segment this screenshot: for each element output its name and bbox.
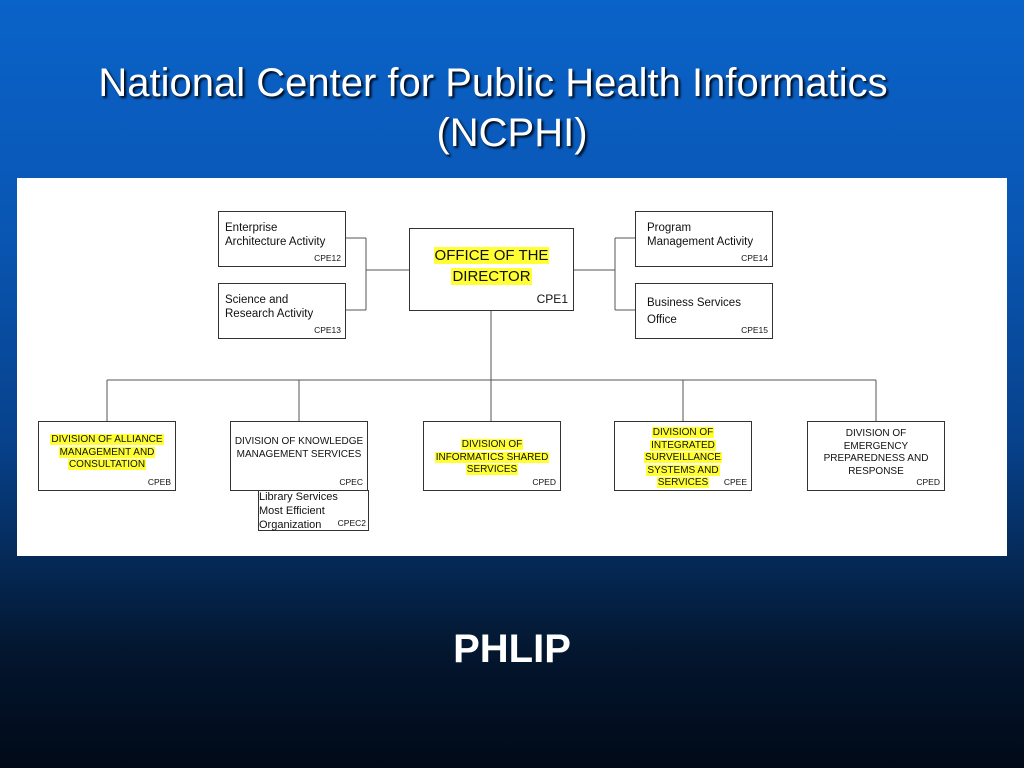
phlip-label: PHLIP [453,627,571,671]
org-code: CPE12 [314,253,341,263]
division-label: DIVISION OF INFORMATICS SHARED SERVICES [435,439,549,475]
box-label: Office [647,314,677,326]
program-management-box [635,211,773,267]
business-services-box [635,283,773,339]
slide-title [0,58,1024,158]
box-label: Science and [225,294,289,306]
division-label: DIVISION OF KNOWLEDGE MANAGEMENT SERVICES [234,436,364,460]
box-label: Most Efficient [259,505,325,517]
slide-title-line-2: (NCPHI) [436,111,588,155]
division-integrated-surveillance-box [614,421,752,491]
division-label: DIVISION OF EMERGENCY PREPAREDNESS AND RESPONSE [823,428,929,477]
division-alliance-box [38,421,176,491]
org-code: CPE13 [314,325,341,335]
division-label: DIVISION OF INTEGRATED SURVEILLANCE SYSTEMS AND SERVICES [645,427,721,488]
enterprise-architecture-box [218,211,346,267]
org-code: CPE14 [741,253,768,263]
division-emergency-preparedness-box [807,421,945,491]
division-label: DIVISION OF ALLIANCE MANAGEMENT AND CONSULTATION [51,434,163,470]
org-code: CPED [916,477,940,487]
box-label: Architecture Activity [225,236,326,248]
box-label: Library Services [259,491,338,503]
slide-title-line-1: National Center for Public Health Informatics [98,61,888,105]
org-code: CPEC [339,477,363,487]
org-code: CPED [532,477,556,487]
box-label: Organization [259,519,322,531]
box-label: Program [647,222,692,234]
org-code: CPE15 [741,325,768,335]
science-research-box [218,283,346,339]
org-code: CPEC2 [337,518,366,528]
division-knowledge-management-box [230,421,368,491]
division-informatics-shared-box [423,421,561,491]
library-services-box [258,490,369,531]
org-code: CPE1 [536,292,568,306]
office-of-the-director-box [409,228,574,311]
org-chart-panel [17,178,1007,556]
box-label: Business Services [647,297,741,309]
box-label: Enterprise [225,222,278,234]
box-label: Research Activity [225,308,314,320]
org-code: CPEE [723,477,747,487]
org-code: CPEB [147,477,171,487]
director-label: OFFICE OF THE DIRECTOR [434,247,549,285]
box-label: Management Activity [647,236,754,248]
